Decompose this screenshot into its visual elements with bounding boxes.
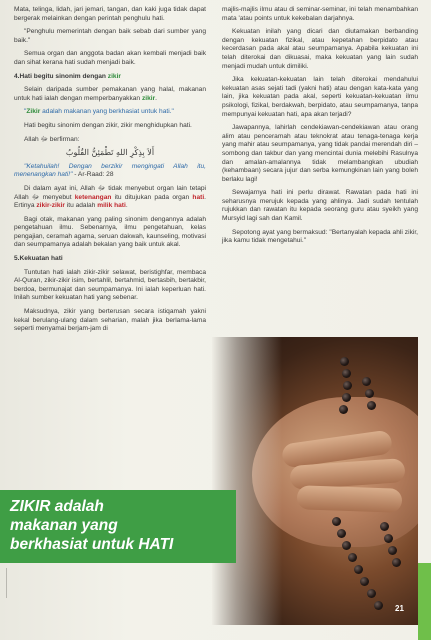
paragraph: Bagi otak, makanan yang paling sinonim dengannya adalah pengetahuan ilmu. Sebenarnya, ilmu pengetahuan, kelas pengajian, ceramah agama, seruan dakwah, kaunseling, motivasi dan seumpamanya adalah bekalan yang baik untuk akal. (14, 215, 206, 249)
page-number: 21 (395, 604, 404, 613)
paragraph: "Penghulu memerintah dengan baik sebab dari sumber yang baik." (14, 28, 206, 44)
bead (360, 577, 369, 586)
paragraph: Kekuatan inilah yang dicari dan diutamakan berbanding dengan kekuatan fizikal, atau kepetahan berpidato atau kecerdasan pada akal atau seumpamanya. Apabila kekuatan ini telah diterokai dan dikuasai, maka kekuatan yang lain sudah menjadi mudah untuk dimiliki. (222, 28, 418, 70)
right-column (222, 6, 418, 251)
heading-highlight: zikir (107, 72, 121, 80)
verse-reference: - Ar-Raad: 28 (72, 171, 114, 179)
highlight: hati (192, 193, 205, 201)
quote-paragraph (14, 108, 206, 117)
text: Di dalam ayat ini, Allah ﷻ tidak menyebut organ lain tetapi Allah ﷻ menyebut (14, 184, 206, 201)
bead (392, 558, 401, 567)
heading-4 (14, 73, 206, 82)
bead (339, 405, 348, 414)
banner-line: makanan yang (10, 517, 118, 534)
paragraph: Sewajarnya hati ini perlu dirawat. Rawatan pada hati ini seharusnya merujuk kepada yang ahlinya. Jadi sudah tentulah rujukkan dan rawatan itu kepada seorang guru atau syeikh yang Mursyid lagi sah dan Kamil. (222, 189, 418, 223)
bead (380, 522, 389, 531)
banner-line: ZIKIR adalah (10, 498, 104, 515)
paragraph (14, 86, 206, 103)
margin-mark (6, 568, 13, 598)
bead (348, 553, 357, 562)
left-column (14, 6, 206, 339)
bead (354, 565, 363, 574)
highlight: zikir-zikir (36, 202, 65, 210)
highlight: milik hati (97, 202, 126, 210)
paragraph (14, 185, 206, 211)
text: adalah makanan yang berkhasiat untuk hati." (40, 108, 174, 116)
bead (342, 393, 351, 402)
text: . (125, 202, 128, 210)
bead (342, 369, 351, 378)
arabic-verse: أَلاَ بِذِكْرِ اللهِ تَطْمَئِنُّ القُلُوبُ (65, 148, 155, 158)
paragraph: Allah ﷻ berfirman: (24, 135, 80, 143)
highlight: Zikir (26, 108, 41, 116)
highlight: ketenangan (74, 193, 112, 201)
paragraph: Tuntutan hati ialah zikir-zikir selawat, beristighfar, membaca Al-Quran, zikir-zikir isim, bertahlil, bertahmid, bertasbih, bertakbir, berdoa, bermunajat dan seumpamanya. Ini ialah keperluan hati. Inilah sumber kekuatan hati yang sebenar. (14, 268, 206, 302)
paragraph: Mata, telinga, lidah, jari jemari, tangan, dan kaki juga tidak dapat bergerak melainkan dengan perintah penghulu hati. (14, 6, 206, 22)
paragraph: majlis-majlis ilmu atau di seminar-seminar, ini telah menambahkan mata 'atau points untuk kekebalan darjahnya. (222, 6, 418, 22)
paragraph: Semua organ dan anggota badan akan kembali menjadi baik dan sihat kerana hati sudah menjadi baik. (14, 50, 206, 66)
prayer-beads-photo (212, 337, 418, 625)
bead (374, 601, 383, 610)
paragraph: Hati begitu sinonim dengan zikir, zikir menghidupkan hati. (24, 121, 192, 129)
bead (337, 529, 346, 538)
text: . (155, 94, 157, 102)
highlight: zikir (141, 94, 156, 102)
bead (343, 381, 352, 390)
bead (340, 357, 349, 366)
heading-5: 5.Kekuatan hati (14, 255, 63, 263)
paragraph: Sepotong ayat yang bermaksud: "Bertanyalah kepada ahli zikir, jika kamu tidak mengetahui." (222, 228, 418, 245)
green-edge-bar (418, 563, 431, 640)
text: Selain daripada sumber pemakanan yang halal, makanan untuk hati ialah dengan memperbanyakkan (14, 86, 206, 102)
bead (388, 546, 397, 555)
paragraph: Jika kekuatan-kekuatan lain telah diterokai mendahului kekuatan asas sejati tadi (yakni hati) atau dengan kata-kata yang lain, jika kekuatan pada akal, seperti kekuatan-kekuatan ilmu psikologi, fizikal, berdakwah, berpidato, atau seumpamanya, tanpa mempunyai kekuatan hati, apa akan terjadi? (222, 76, 418, 118)
quote-text: "Ketahuilah! Dengan berzikir mengingati Allah itu, menenangkan hati!" (14, 162, 206, 179)
finger-shape (297, 485, 403, 513)
bead (367, 401, 376, 410)
bead (367, 589, 376, 598)
bead (384, 534, 393, 543)
bead (332, 517, 341, 526)
text: itu ditujukan pada organ (111, 193, 193, 201)
bead (342, 541, 351, 550)
text: " (24, 108, 27, 116)
banner-line: berkhasiat untuk HATI (10, 536, 174, 553)
pull-quote-banner (0, 490, 236, 563)
verse-translation (14, 163, 206, 180)
bead (362, 377, 371, 386)
heading-text: 4.Hati begitu sinonim dengan (14, 72, 108, 80)
paragraph: Maksudnya, zikir yang berterusan secara istiqamah yakni kekal berulang-ulang dalam seharian, malah jika berlama-lama seperti menyamai berjam-jam di (14, 308, 206, 333)
bead (365, 389, 374, 398)
text: . Ertinya (14, 193, 206, 210)
text: itu adalah (64, 202, 98, 210)
paragraph: Jawapannya, lahirlah cendekiawan-cendekiawan atau orang alim atau penceramah atau teknokrat atau tenaga-tenaga kerja yang mahir atau seumpamanya, yang tidak pandai merendah diri – sombong dan takbur dan yang mencintai dunia melebihi Rasulnya dan amalan-amalannya tidak melambangkan ubudiah (kehambaan) secara jujur dan serba kemungkinan lain yang boleh berlaku lagi! (222, 124, 418, 183)
photo-fade (212, 337, 282, 625)
